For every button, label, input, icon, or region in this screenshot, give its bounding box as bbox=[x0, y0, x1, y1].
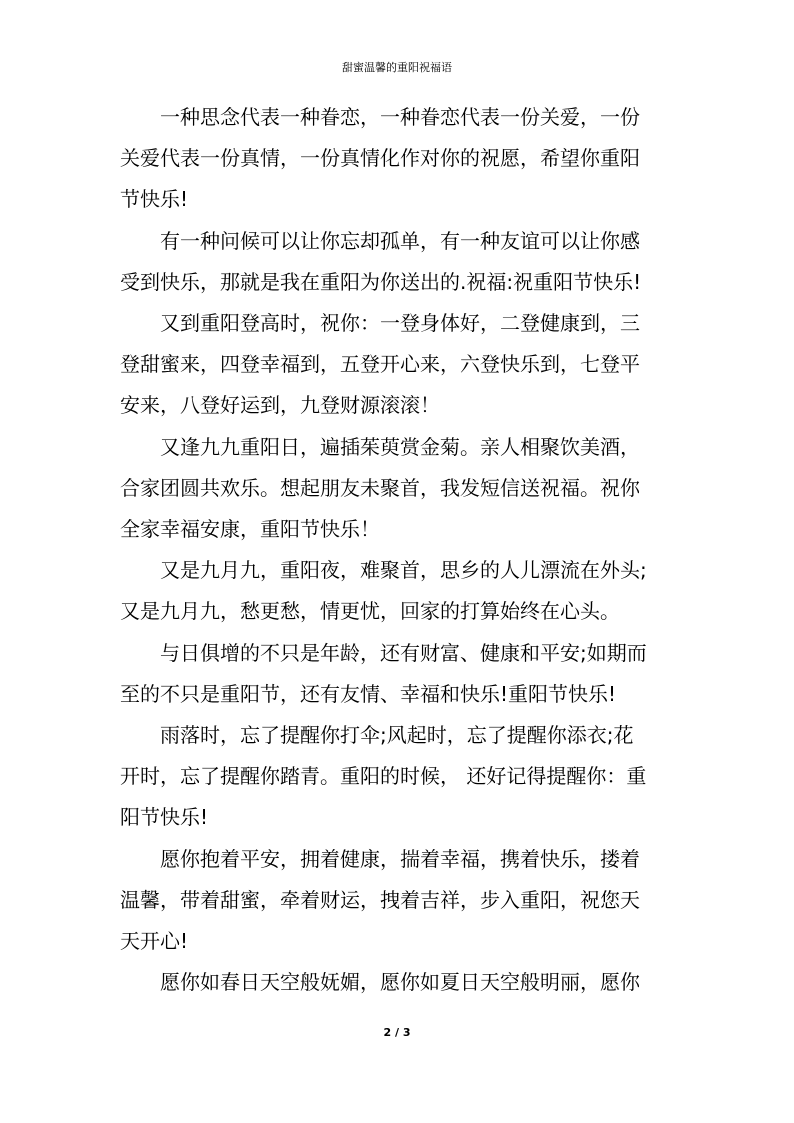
page-header: 甜蜜温馨的重阳祝福语 bbox=[342, 61, 452, 74]
paragraph: 雨落时，忘了提醒你打伞;风起时，忘了提醒你添衣;花 开时，忘了提醒你踏青。重阳的时候， 还好记得提醒你：重 阳节快乐! bbox=[120, 723, 647, 830]
document-body bbox=[120, 97, 680, 1003]
paragraph: 又是九月九，重阳夜，难聚首，思乡的人儿漂流在外头; 又是九月九，愁更愁，情更忧，回家的打算始终在心头。 bbox=[120, 558, 647, 624]
paragraph: 一种思念代表一种眷恋，一种眷恋代表一份关爱，一份 关爱代表一份真情，一份真情化作对你的祝愿，希望你重阳 节快乐! bbox=[120, 105, 640, 212]
paragraph: 愿你如春日天空般妩媚，愿你如夏日天空般明丽，愿你 bbox=[160, 970, 640, 995]
paragraph: 又逢九九重阳日，遍插茱萸赏金菊。亲人相聚饮美酒， 合家团圆共欢乐。想起朋友未聚首，我发短信送祝福。祝你 全家幸福安康，重阳节快乐！ bbox=[120, 434, 640, 542]
paragraph: 愿你抱着平安，拥着健康，揣着幸福，携着快乐，搂着 温馨，带着甜蜜，牵着财运，拽着吉祥，步入重阳，祝您天 天开心! bbox=[120, 846, 640, 954]
page-number: 2 / 3 bbox=[383, 1026, 411, 1039]
paragraph: 有一种问候可以让你忘却孤单，有一种友谊可以让你感 受到快乐，那就是我在重阳为你送出的.祝福:祝重阳节快乐! bbox=[120, 228, 642, 294]
paragraph: 又到重阳登高时，祝你：一登身体好，二登健康到，三 登甜蜜来，四登幸福到，五登开心来，六登快乐到，七登平 安来，八登好运到，九登财源滚滚！ bbox=[120, 311, 640, 418]
paragraph: 与日俱增的不只是年龄，还有财富、健康和平安;如期而 至的不只是重阳节，还有友情、幸福和快乐!重阳节快乐! bbox=[120, 640, 647, 706]
